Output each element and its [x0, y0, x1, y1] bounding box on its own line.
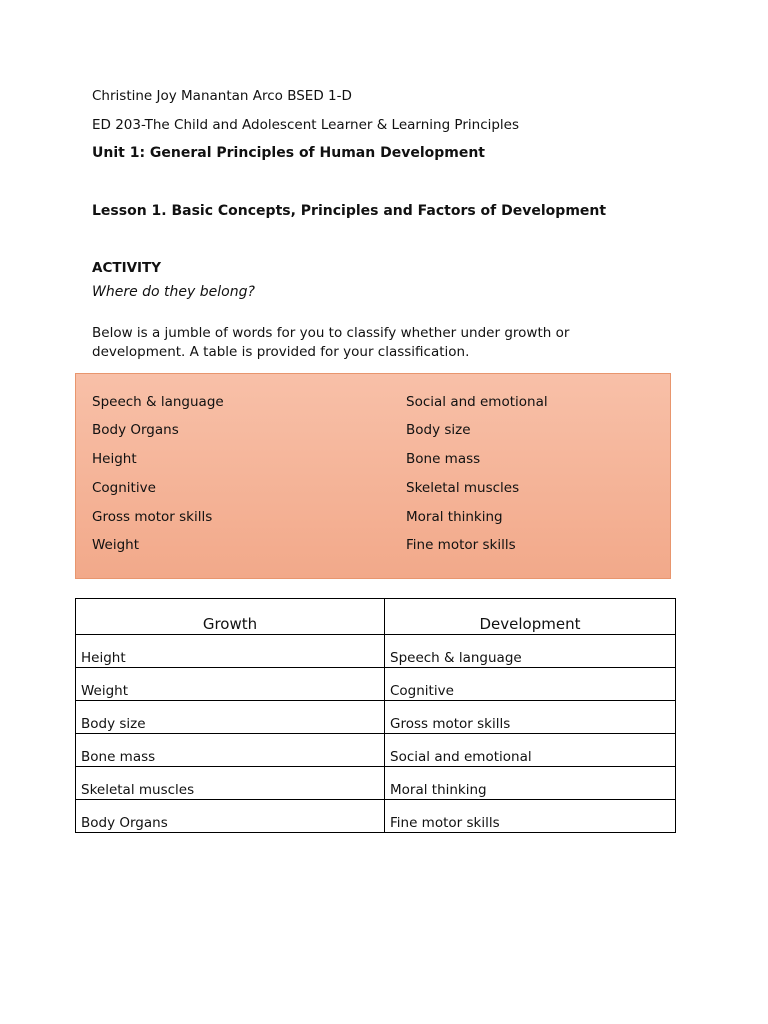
growth-column-header: Growth — [76, 599, 385, 635]
author-line: Christine Joy Manantan Arco BSED 1-D — [92, 88, 352, 104]
jumble-word: Body Organs — [92, 422, 179, 438]
table-header-row — [76, 599, 676, 635]
jumble-word: Bone mass — [406, 451, 481, 467]
growth-cell: Skeletal muscles — [76, 767, 385, 800]
jumble-word: Weight — [92, 537, 140, 553]
activity-instructions: Below is a jumble of words for you to classify whether under growth or development. A table is provided for your classification. — [92, 325, 570, 360]
jumble-word: Height — [92, 451, 137, 467]
unit-title: Unit 1: General Principles of Human Development — [92, 145, 485, 161]
growth-cell: Weight — [76, 668, 385, 701]
jumble-word: Cognitive — [92, 480, 156, 496]
jumble-word: Social and emotional — [406, 394, 548, 410]
growth-cell: Body Organs — [76, 800, 385, 833]
jumble-word: Moral thinking — [406, 509, 503, 525]
jumble-word: Speech & language — [92, 394, 224, 410]
table-row — [76, 767, 676, 800]
classification-table — [75, 598, 676, 833]
development-cell: Social and emotional — [385, 734, 676, 767]
jumble-word: Gross motor skills — [92, 509, 213, 525]
table-row — [76, 800, 676, 833]
development-column-header: Development — [385, 599, 676, 635]
table-row — [76, 635, 676, 668]
development-cell: Gross motor skills — [385, 701, 676, 734]
development-cell: Speech & language — [385, 635, 676, 668]
jumble-word: Fine motor skills — [406, 537, 516, 553]
activity-heading: ACTIVITY — [92, 260, 162, 276]
course-title: ED 203-The Child and Adolescent Learner & Learning Principles — [92, 117, 520, 133]
jumble-word: Skeletal muscles — [406, 480, 520, 496]
growth-cell: Body size — [76, 701, 385, 734]
table-row — [76, 668, 676, 701]
growth-cell: Height — [76, 635, 385, 668]
activity-subtitle: Where do they belong? — [92, 284, 255, 300]
table-row — [76, 734, 676, 767]
development-cell: Cognitive — [385, 668, 676, 701]
development-cell: Fine motor skills — [385, 800, 676, 833]
lesson-title: Lesson 1. Basic Concepts, Principles and Factors of Development — [92, 203, 607, 219]
table-row — [76, 701, 676, 734]
growth-cell: Bone mass — [76, 734, 385, 767]
word-jumble-box — [75, 373, 671, 579]
jumble-word: Body size — [406, 422, 471, 438]
development-cell: Moral thinking — [385, 767, 676, 800]
